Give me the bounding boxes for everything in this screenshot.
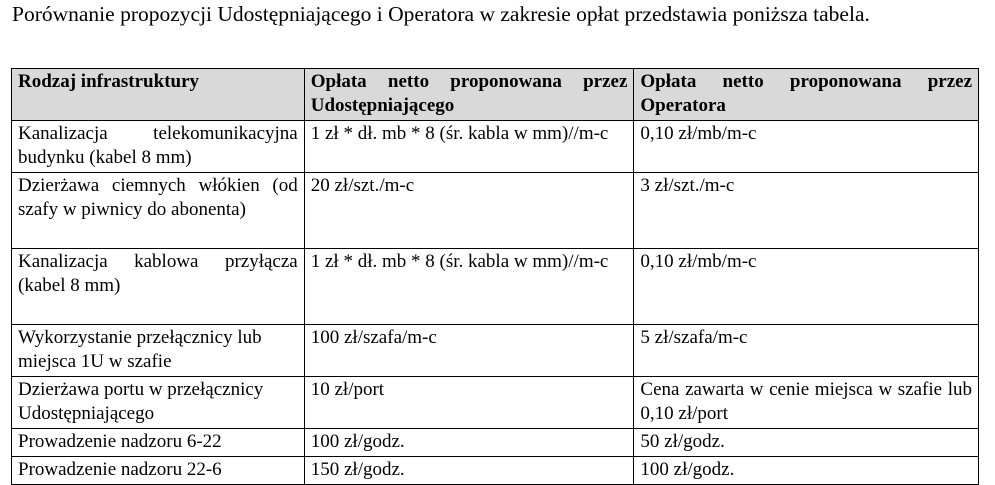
provider-fee-cell: 20 zł/szt./m-c xyxy=(304,173,634,249)
infrastructure-cell: Prowadzenie nadzoru 6-22 xyxy=(12,429,305,457)
header-operator-fee: Opłata netto proponowana przez Operatora xyxy=(634,69,979,121)
operator-fee-cell: 0,10 zł/mb/m-c xyxy=(634,121,979,173)
provider-fee-cell: 10 zł/port xyxy=(304,377,634,429)
infrastructure-cell: Wykorzystanie przełącznicy lub miejsca 1U w szafie xyxy=(12,325,305,377)
infrastructure-cell: Kanalizacja kablowa przyłącza (kabel 8 mm) xyxy=(12,249,305,325)
provider-fee-cell: 1 zł * dł. mb * 8 (śr. kabla w mm)//m-c xyxy=(304,249,634,325)
table-row xyxy=(12,325,979,377)
table-row xyxy=(12,173,979,249)
fee-comparison-table xyxy=(11,68,979,485)
infrastructure-cell: Dzierżawa ciemnych włókien (od szafy w piwnicy do abonenta) xyxy=(12,173,305,249)
operator-fee-cell: 3 zł/szt./m-c xyxy=(634,173,979,249)
operator-fee-cell: 100 zł/godz. xyxy=(634,457,979,485)
operator-fee-cell: 0,10 zł/mb/m-c xyxy=(634,249,979,325)
provider-fee-cell: 1 zł * dł. mb * 8 (śr. kabla w mm)//m-c xyxy=(304,121,634,173)
table-row xyxy=(12,429,979,457)
table-header-row xyxy=(12,69,979,121)
infrastructure-cell: Prowadzenie nadzoru 22-6 xyxy=(12,457,305,485)
infrastructure-cell: Dzierżawa portu w przełącznicy Udostępniającego xyxy=(12,377,305,429)
header-provider-fee: Opłata netto proponowana przez Udostępniającego xyxy=(304,69,634,121)
table-row xyxy=(12,457,979,485)
table-row xyxy=(12,249,979,325)
provider-fee-cell: 100 zł/szafa/m-c xyxy=(304,325,634,377)
operator-fee-cell: 5 zł/szafa/m-c xyxy=(634,325,979,377)
provider-fee-cell: 150 zł/godz. xyxy=(304,457,634,485)
header-infrastructure-type: Rodzaj infrastruktury xyxy=(12,69,305,121)
provider-fee-cell: 100 zł/godz. xyxy=(304,429,634,457)
operator-fee-cell: 50 zł/godz. xyxy=(634,429,979,457)
table-row xyxy=(12,121,979,173)
operator-fee-cell: Cena zawarta w cenie miejsca w szafie lub 0,10 zł/port xyxy=(634,377,979,429)
table-row xyxy=(12,377,979,429)
infrastructure-cell: Kanalizacja telekomunikacyjna budynku (kabel 8 mm) xyxy=(12,121,305,173)
intro-paragraph: Porównanie propozycji Udostępniającego i Operatora w zakresie opłat przedstawia poniższa tabela. xyxy=(12,2,870,26)
